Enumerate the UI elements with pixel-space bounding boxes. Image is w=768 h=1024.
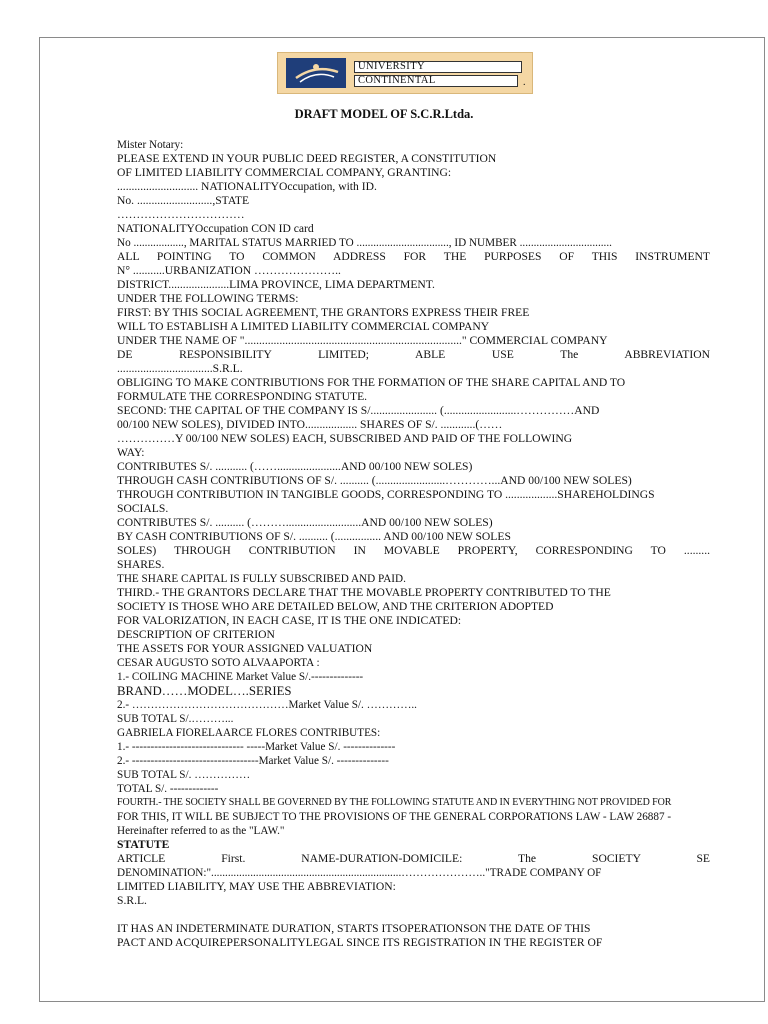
document-line: SUB TOTAL S/. …………… xyxy=(117,769,251,781)
document-line: .................................S.R.L. xyxy=(117,362,243,375)
document-line: FIRST: BY THIS SOCIAL AGREEMENT, THE GRANTORS EXPRESS THEIR FREE xyxy=(117,306,530,319)
document-line: N° ...........URBANIZATION ………………….. xyxy=(117,264,341,277)
document-line: CONTRIBUTES S/. .......... (………..........................AND 00/100 NEW SOLES) xyxy=(117,516,493,529)
document-line: UNDER THE FOLLOWING TERMS: xyxy=(117,292,299,305)
document-line: WAY: xyxy=(117,446,145,459)
document-line: SOLES) THROUGH CONTRIBUTION IN MOVABLE PROPERTY, CORRESPONDING TO ......... xyxy=(117,544,710,557)
document-line: CESAR AUGUSTO SOTO ALVAAPORTA : xyxy=(117,657,320,669)
document-line: UNDER THE NAME OF "..........................................................................." COMMERCIAL COMPANY xyxy=(117,334,608,347)
university-emblem-icon xyxy=(286,58,346,88)
document-line: WILL TO ESTABLISH A LIMITED LIABILITY COMMERCIAL COMPANY xyxy=(117,320,490,333)
document-line: FORMULATE THE CORRESPONDING STATUTE. xyxy=(117,390,368,403)
document-line xyxy=(117,908,710,922)
document-line: STATUTE xyxy=(117,838,170,851)
document-line: GABRIELA FIORELAARCE FLORES CONTRIBUTES: xyxy=(117,727,381,739)
document-line: THROUGH CASH CONTRIBUTIONS OF S/. .......... (........................…………...AND 00/100 NEW SOLES) xyxy=(117,474,632,487)
document-line: ……………Y 00/100 NEW SOLES) EACH, SUBSCRIBED AND PAID OF THE FOLLOWING xyxy=(117,432,573,445)
document-line: 1.- ------------------------------ -----Market Value S/. -------------- xyxy=(117,741,396,753)
document-line: 00/100 NEW SOLES), DIVIDED INTO.................. SHARES OF S/. ............(…… xyxy=(117,418,503,431)
document-line: NATIONALITYOccupation CON ID card xyxy=(117,222,314,235)
document-line: SHARES. xyxy=(117,558,165,571)
document-line: SUB TOTAL S/.………... xyxy=(117,713,234,725)
document-line: DESCRIPTION OF CRITERION xyxy=(117,628,275,641)
document-line: BY CASH CONTRIBUTIONS OF S/. .......... (................ AND 00/100 NEW SOLES xyxy=(117,530,511,543)
document-line: No .................., MARITAL STATUS MARRIED TO ................................., ID NUMBER ................................. xyxy=(117,237,612,249)
document-title: DRAFT MODEL OF S.C.R.Ltda. xyxy=(294,107,474,121)
document-line: FOR VALORIZATION, IN EACH CASE, IT IS THE ONE INDICATED: xyxy=(117,614,462,627)
document-line: DENOMINATION:"....................................................................………………….."TRADE COMPANY OF xyxy=(117,867,602,879)
document-line: PACT AND ACQUIREPERSONALITYLEGAL SINCE ITS REGISTRATION IN THE REGISTER OF xyxy=(117,936,603,949)
document-body xyxy=(117,138,710,950)
document-line: DE RESPONSIBILITY LIMITED; ABLE USE The ABBREVIATION xyxy=(117,348,710,361)
document-line: ............................ NATIONALITYOccupation, with ID. xyxy=(117,180,377,193)
logo-dot: . xyxy=(523,77,526,88)
document-line: LIMITED LIABILITY, MAY USE THE ABBREVIATION: xyxy=(117,880,396,893)
document-line: THE SHARE CAPITAL IS FULLY SUBSCRIBED AND PAID. xyxy=(117,573,406,585)
document-line: Mister Notary: xyxy=(117,139,184,151)
document-line: TOTAL S/. ------------- xyxy=(117,783,219,795)
document-line: THROUGH CONTRIBUTION IN TANGIBLE GOODS, CORRESPONDING TO ..................SHAREHOLDINGS xyxy=(117,488,655,501)
document-line: DISTRICT.....................LIMA PROVINCE, LIMA DEPARTMENT. xyxy=(117,278,435,291)
document-line: BRAND……MODEL….SERIES xyxy=(117,684,292,698)
document-line: SOCIETY IS THOSE WHO ARE DETAILED BELOW, AND THE CRITERION ADOPTED xyxy=(117,600,554,613)
document-line: 1.- COILING MACHINE Market Value S/.-------------- xyxy=(117,671,364,683)
document-line: IT HAS AN INDETERMINATE DURATION, STARTS ITSOPERATIONSON THE DATE OF THIS xyxy=(117,922,591,935)
document-line: SECOND: THE CAPITAL OF THE COMPANY IS S/....................... (.........................……………AND xyxy=(117,404,600,417)
document-line: …………………………… xyxy=(117,208,245,221)
document-line: FOURTH.- THE SOCIETY SHALL BE GOVERNED BY THE FOLLOWING STATUTE AND IN EVERYTHING NOT PROVIDED FOR xyxy=(117,797,672,808)
document-line: 2.- ……………………………………Market Value S/. ………….. xyxy=(117,699,417,711)
document-line: SOCIALS. xyxy=(117,502,169,515)
document-line: OBLIGING TO MAKE CONTRIBUTIONS FOR THE FORMATION OF THE SHARE CAPITAL AND TO xyxy=(117,376,626,389)
document-line: 2.- ----------------------------------Market Value S/. -------------- xyxy=(117,755,389,767)
document-line: S.R.L. xyxy=(117,894,147,907)
document-line: ALL POINTING TO COMMON ADDRESS FOR THE PURPOSES OF THIS INSTRUMENT xyxy=(117,250,710,263)
university-logo xyxy=(277,52,533,94)
document-line: PLEASE EXTEND IN YOUR PUBLIC DEED REGISTER, A CONSTITUTION xyxy=(117,152,497,165)
document-line: THIRD.- THE GRANTORS DECLARE THAT THE MOVABLE PROPERTY CONTRIBUTED TO THE xyxy=(117,586,611,599)
document-line: No. ..........................,STATE xyxy=(117,194,250,207)
document-line: CONTRIBUTES S/. ........... (……......................AND 00/100 NEW SOLES) xyxy=(117,460,473,473)
document-line: FOR THIS, IT WILL BE SUBJECT TO THE PROVISIONS OF THE GENERAL CORPORATIONS LAW - LAW 26887 - xyxy=(117,811,672,823)
document-line: OF LIMITED LIABILITY COMMERCIAL COMPANY, GRANTING: xyxy=(117,166,452,179)
document-line: ARTICLE First. NAME-DURATION-DOMICILE: The SOCIETY SE xyxy=(117,852,710,865)
document-line: THE ASSETS FOR YOUR ASSIGNED VALUATION xyxy=(117,642,373,655)
document-line: Hereinafter referred to as the "LAW." xyxy=(117,825,285,837)
logo-line-continental: CONTINENTAL xyxy=(354,75,518,87)
logo-line-university: UNIVERSITY xyxy=(354,61,522,73)
